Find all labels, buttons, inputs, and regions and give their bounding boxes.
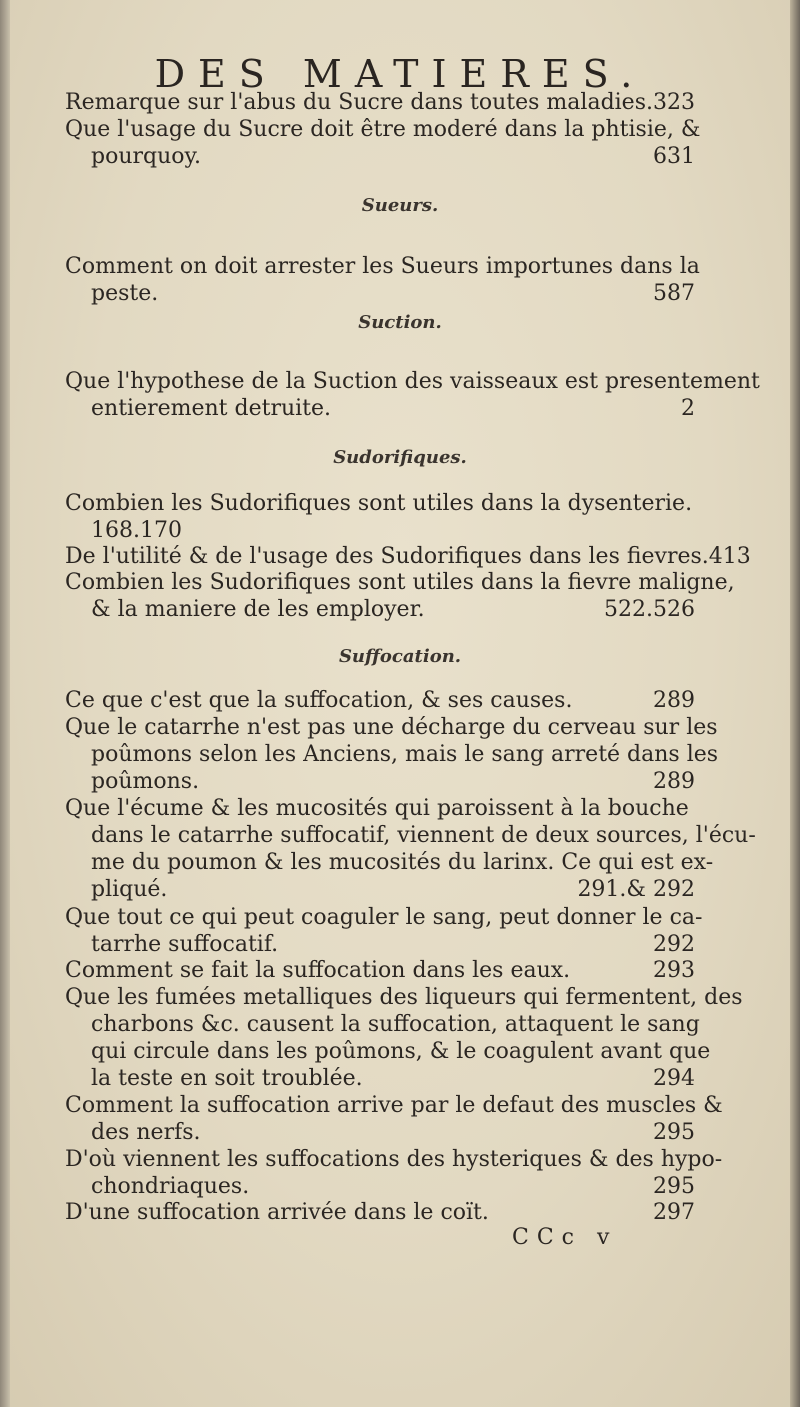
entry-line <box>65 143 695 170</box>
entry-line <box>65 1119 695 1146</box>
index-entry <box>65 1146 723 1200</box>
index-entry <box>65 253 700 307</box>
page-reference: 631 <box>653 144 695 169</box>
entry-line <box>65 957 695 984</box>
entry-text: De l'utilité & de l'usage des Sudorifiques dans les fievres.413 <box>65 544 751 569</box>
page-header: DES MATIERES. <box>154 52 646 96</box>
index-entry <box>65 368 760 422</box>
entry-line <box>65 931 695 958</box>
index-entry <box>65 569 735 623</box>
entry-line <box>65 714 718 741</box>
page-reference: 292 <box>653 932 695 957</box>
index-entry <box>65 543 751 570</box>
entry-text: Que l'hypothese de la Suction des vaisseaux est presentement <box>65 369 760 394</box>
page-reference: 293 <box>653 958 695 983</box>
entry-line <box>65 89 695 116</box>
page-reference: 295 <box>653 1174 695 1199</box>
entry-line <box>65 517 695 544</box>
entry-text: me du poumon & les mucosités du larinx. Ce qui est ex- <box>91 850 714 875</box>
page-reference: 294 <box>653 1066 695 1091</box>
entry-text: D'où viennent les suffocations des hysteriques & des hypo- <box>65 1147 723 1172</box>
entry-text: poûmons. <box>91 769 200 794</box>
entry-text: Que le catarrhe n'est pas une décharge du cerveau sur les <box>65 715 718 740</box>
entry-text: poûmons selon les Anciens, mais le sang arreté dans les <box>91 742 719 767</box>
index-entry <box>65 957 695 984</box>
entry-line <box>65 1146 723 1173</box>
entry-text: charbons &c. causent la suffocation, attaquent le sang <box>91 1012 700 1037</box>
entry-text: D'une suffocation arrivée dans le coït. <box>65 1200 489 1225</box>
entry-text: Combien les Sudorifiques sont utiles dans la dysenterie. <box>65 491 693 516</box>
page-reference: 291.& 292 <box>577 877 695 902</box>
section-heading: Suction. <box>358 312 442 333</box>
entry-line <box>65 1011 700 1038</box>
entry-text: Combien les Sudorifiques sont utiles dans la fievre maligne, <box>65 570 735 595</box>
entry-text: Ce que c'est que la suffocation, & ses causes. <box>65 688 573 713</box>
index-entry <box>65 984 743 1092</box>
entry-line <box>65 596 695 623</box>
page-reference: 297 <box>653 1200 695 1225</box>
entry-line <box>65 1092 723 1119</box>
entry-text: Que les fumées metalliques des liqueurs qui fermentent, des <box>65 985 743 1010</box>
entry-line <box>65 984 743 1011</box>
entry-text: 168.170 <box>91 518 182 543</box>
entry-text: Que l'écume & les mucosités qui paroissent à la bouche <box>65 796 689 821</box>
entry-line <box>65 490 695 517</box>
page-reference: 522.526 <box>604 597 695 622</box>
signature-mark: CCc v <box>512 1225 618 1250</box>
entry-line <box>65 395 695 422</box>
entry-text: Que l'usage du Sucre doit être moderé dans la phtisie, & <box>65 117 701 142</box>
entry-text: Que tout ce qui peut coaguler le sang, peut donner le ca- <box>65 905 703 930</box>
index-entry <box>65 89 695 116</box>
page-reference: 323 <box>653 90 695 115</box>
entry-line <box>65 741 719 768</box>
entry-line <box>65 116 701 143</box>
entry-line <box>65 569 735 596</box>
page-reference: 289 <box>653 769 695 794</box>
entry-text: dans le catarrhe suffocatif, viennent de deux sources, l'écu- <box>91 823 756 848</box>
entry-line <box>65 822 756 849</box>
section-heading: Sueurs. <box>361 195 439 216</box>
entry-line <box>65 1038 711 1065</box>
entry-line <box>65 280 695 307</box>
entry-text: pliqué. <box>91 877 168 902</box>
index-entry <box>65 1092 723 1146</box>
entry-text: des nerfs. <box>91 1120 201 1145</box>
section-heading: Sudorifiques. <box>333 447 467 468</box>
entry-text: peste. <box>91 281 159 306</box>
entry-line <box>65 1065 695 1092</box>
index-entry <box>65 795 756 903</box>
index-entry <box>65 904 703 958</box>
entry-line <box>65 253 700 280</box>
entry-text: chondriaques. <box>91 1174 250 1199</box>
entry-line <box>65 876 695 903</box>
entry-line <box>65 543 751 570</box>
entry-text: Remarque sur l'abus du Sucre dans toutes maladies. <box>65 90 653 115</box>
entry-text: & la maniere de les employer. <box>91 597 425 622</box>
entry-text: Comment se fait la suffocation dans les eaux. <box>65 958 571 983</box>
entry-line <box>65 795 695 822</box>
index-entry <box>65 714 719 795</box>
index-entry <box>65 687 695 714</box>
entry-line <box>65 1173 695 1200</box>
entry-text: la teste en soit troublée. <box>91 1066 363 1091</box>
entry-line <box>65 687 695 714</box>
entry-line <box>65 768 695 795</box>
page-reference: 295 <box>653 1120 695 1145</box>
section-heading: Suffocation. <box>338 646 462 667</box>
entry-text: qui circule dans les poûmons, & le coagulent avant que <box>91 1039 711 1064</box>
entry-line <box>65 904 703 931</box>
index-entry <box>65 490 695 544</box>
entry-line <box>65 849 714 876</box>
page-reference: 2 <box>681 396 695 421</box>
page-reference: 587 <box>653 281 695 306</box>
entry-text: entierement detruite. <box>91 396 332 421</box>
entry-text: Comment la suffocation arrive par le defaut des muscles & <box>65 1093 723 1118</box>
index-entry <box>65 116 701 170</box>
entry-text: pourquoy. <box>91 144 202 169</box>
entry-line <box>65 368 760 395</box>
entry-line <box>65 1199 695 1226</box>
page-reference: 289 <box>653 688 695 713</box>
index-entry <box>65 1199 695 1226</box>
entry-text: tarrhe suffocatif. <box>91 932 279 957</box>
entry-text: Comment on doit arrester les Sueurs importunes dans la <box>65 254 700 279</box>
